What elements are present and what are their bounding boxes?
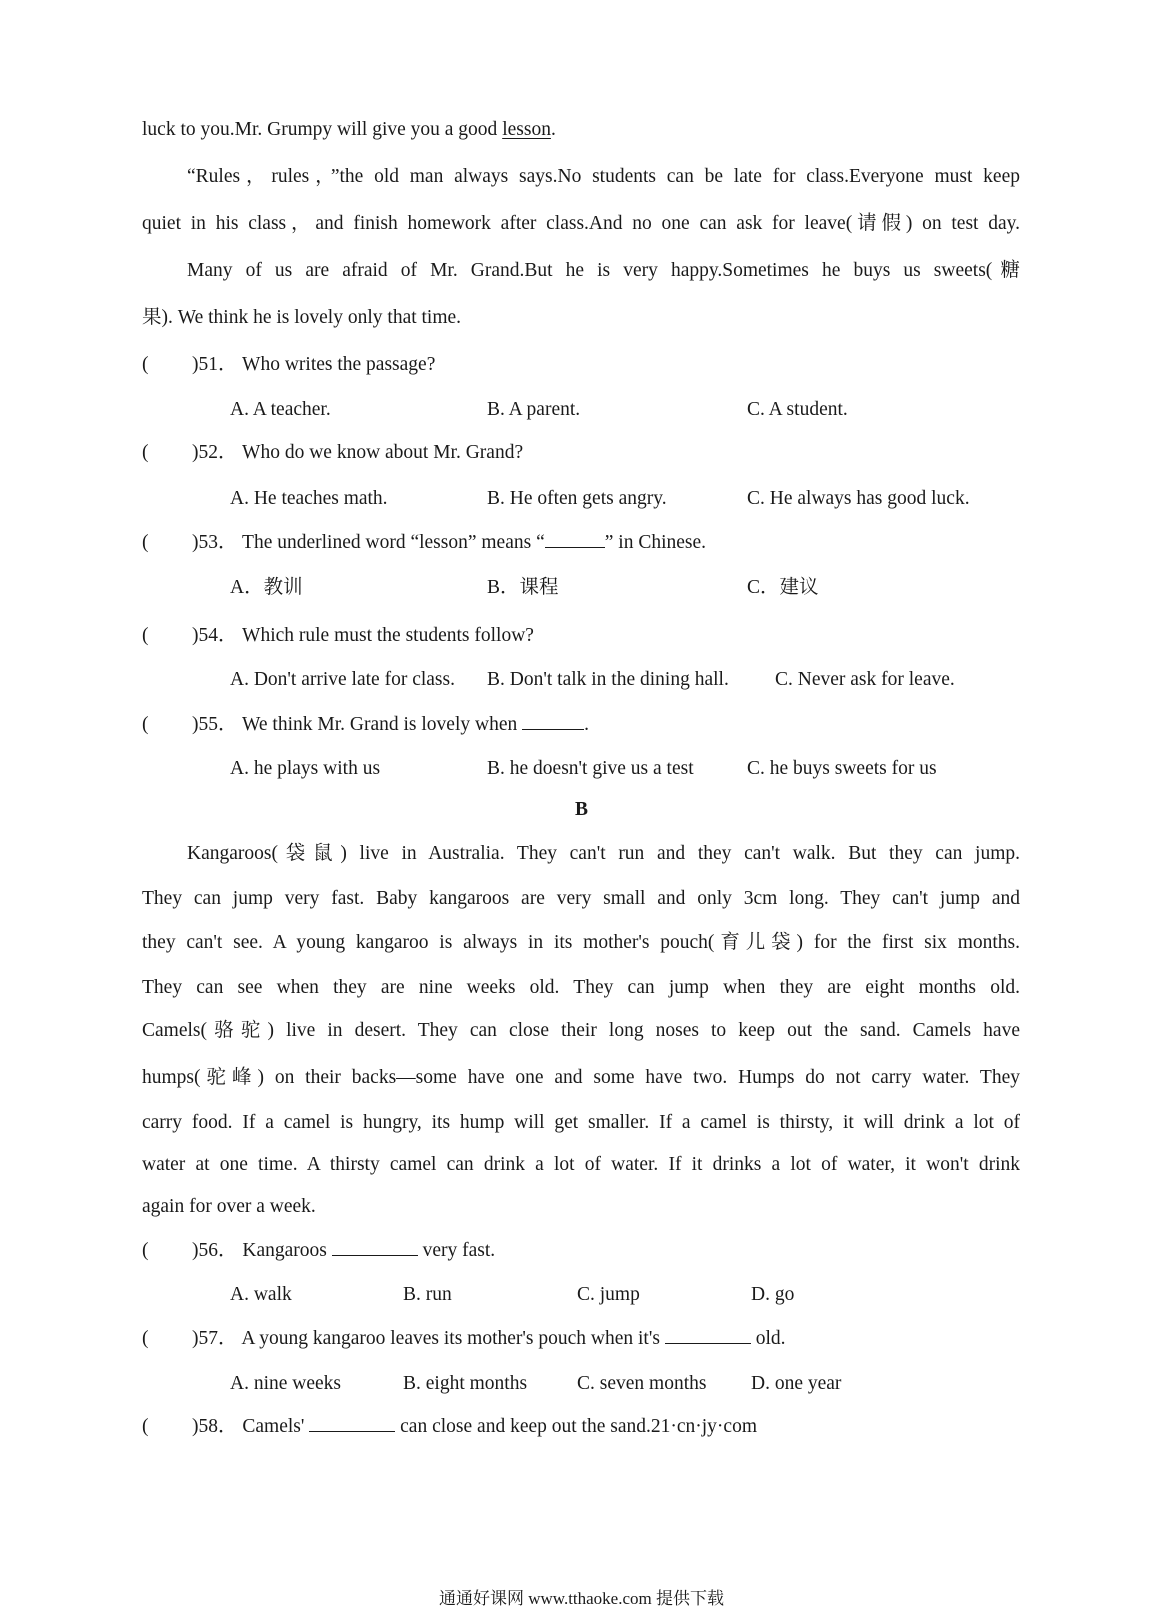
passage-b-line-9: again for over a week. (142, 1196, 316, 1217)
passage-a-line-4: Many of us are afraid of Mr. Grand.But he is very happy.Sometimes he buys us sweets(糖 (187, 260, 1020, 281)
answer-paren[interactable]: ( (142, 1416, 149, 1437)
answer-paren[interactable]: ( (142, 354, 149, 375)
passage-b-line-4: They can see when they are nine weeks old. They can jump when they are eight months old. (142, 977, 1020, 998)
passage-b-line-6: humps(驼峰) on their backs—some have one and some have two. Humps do not carry water. They (142, 1067, 1020, 1088)
passage-b-line-3: they can't see. A young kangaroo is always in its mother's pouch(育儿袋) for the first six months. (142, 932, 1020, 953)
option-57-b: B. eight months (403, 1373, 528, 1394)
underlined-word-lesson: lesson (502, 119, 551, 140)
answer-paren[interactable]: ( (142, 714, 149, 735)
passage-a-line-1: luck to you.Mr. Grumpy will give you a good lesson. (142, 119, 556, 140)
option-57-c: C. seven months (577, 1373, 707, 1394)
fill-blank[interactable] (545, 530, 605, 548)
option-56-b: B. run (403, 1284, 452, 1305)
passage-b-line-7: carry food. If a camel is hungry, its hump will get smaller. If a camel is thirsty, it will drink a lot of (142, 1112, 1020, 1133)
option-51-a: A. A teacher. (230, 399, 331, 420)
answer-paren[interactable]: ( (142, 625, 149, 646)
passage-a-line-5: 果). We think he is lovely only that time. (142, 307, 462, 328)
question-52: ( )52． Who do we know about Mr. Grand? (142, 442, 524, 463)
option-57-d: D. one year (751, 1373, 842, 1394)
passage-a-line-2: “Rules，rules，”the old man always says.No students can be late for class.Everyone must keep (187, 166, 1020, 187)
fill-blank[interactable] (665, 1326, 751, 1344)
option-56-c: C. jump (577, 1284, 640, 1305)
option-52-b: B. He often gets angry. (487, 488, 667, 509)
option-54-b: B. Don't talk in the dining hall. (487, 669, 729, 690)
option-56-d: D. go (751, 1284, 795, 1305)
option-55-c: C. he buys sweets for us (747, 758, 937, 779)
fill-blank[interactable] (309, 1414, 395, 1432)
page-footer: 通通好课网 www.tthaoke.com 提供下载 (438, 1589, 725, 1608)
passage-b-line-2: They can jump very fast. Baby kangaroos are very small and only 3cm long. They can't jump and (142, 888, 1020, 909)
option-52-c: C. He always has good luck. (747, 488, 970, 509)
option-54-a: A. Don't arrive late for class. (230, 669, 455, 690)
question-57: ( )57． A young kangaroo leaves its mother's pouch when it's old. (142, 1328, 786, 1349)
question-58: ( )58． Camels' can close and keep out the sand.21·cn·jy·com (142, 1416, 757, 1437)
passage-b-line-1: Kangaroos(袋鼠) live in Australia. They can't run and they can't walk. But they can jump. (187, 843, 1020, 864)
passage-b-line-8: water at one time. A thirsty camel can drink a lot of water. If it drinks a lot of water, it won't drink (142, 1154, 1020, 1175)
fill-blank[interactable] (332, 1238, 418, 1256)
question-53: ( )53． The underlined word “lesson” means “ ” in Chinese. (142, 532, 707, 553)
answer-paren[interactable]: ( (142, 1328, 149, 1349)
option-55-a: A. he plays with us (230, 758, 381, 779)
option-53-c: C．建议 (747, 577, 819, 598)
option-54-c: C. Never ask for leave. (775, 669, 955, 690)
fill-blank[interactable] (522, 712, 584, 730)
passage-a-line-3: quiet in his class，and finish homework after class.And no one can ask for leave(请假) on test day. (142, 213, 1020, 234)
answer-paren[interactable]: ( (142, 442, 149, 463)
option-53-a: A．教训 (230, 577, 303, 598)
question-55: ( )55． We think Mr. Grand is lovely when . (142, 714, 589, 735)
option-51-b: B. A parent. (487, 399, 581, 420)
answer-paren[interactable]: ( (142, 532, 149, 553)
answer-paren[interactable]: ( (142, 1240, 149, 1261)
passage-b-line-5: Camels(骆驼) live in desert. They can close their long noses to keep out the sand. Camels have (142, 1020, 1020, 1041)
question-54: ( )54． Which rule must the students follow? (142, 625, 534, 646)
option-57-a: A. nine weeks (230, 1373, 342, 1394)
question-56: ( )56． Kangaroos very fast. (142, 1240, 496, 1261)
question-51: ( )51． Who writes the passage? (142, 354, 436, 375)
option-53-b: B．课程 (487, 577, 559, 598)
section-b-heading: B (574, 799, 588, 820)
option-51-c: C. A student. (747, 399, 848, 420)
option-56-a: A. walk (230, 1284, 292, 1305)
option-52-a: A. He teaches math. (230, 488, 388, 509)
option-55-b: B. he doesn't give us a test (487, 758, 694, 779)
